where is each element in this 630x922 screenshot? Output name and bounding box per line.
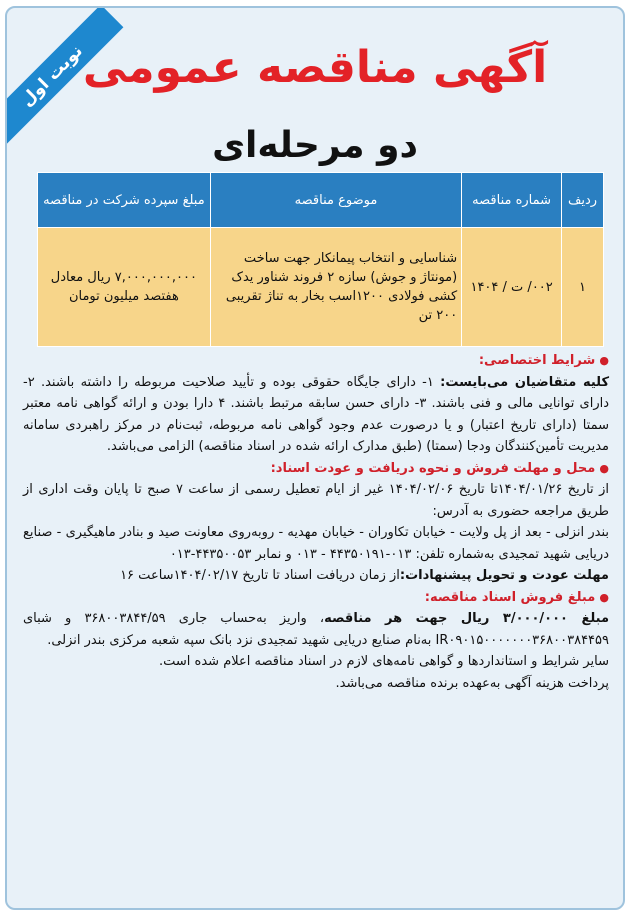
fee-lead: مبلغ ۳/۰۰۰/۰۰۰ ریال جهت هر مناقصه — [324, 611, 609, 626]
bullet-icon: ● — [599, 590, 609, 604]
place-text: از تاریخ ۱۴۰۴/۰۱/۲۶تا تاریخ ۱۴۰۴/۰۲/۰۶ غیر از ایام تعطیل رسمی از ساعت ۷ صبح تا پایان وقت اداری از طریق مراجعه حضوری به آدرس: — [23, 482, 609, 519]
header-subject: موضوع مناقصه — [210, 173, 461, 228]
header-number: شماره مناقصه — [462, 173, 562, 228]
bullet-icon: ● — [599, 354, 609, 367]
header-deposit: مبلغ سپرده شرکت در مناقصه — [38, 173, 211, 228]
return-title: مهلت عودت و تحویل پیشنهادات: — [399, 568, 609, 583]
notice-body — [23, 350, 609, 694]
first-notice-badge: نوبت اول — [5, 6, 123, 147]
cell-number: ۰۰۲/ ت / ۱۴۰۴ — [462, 228, 562, 347]
cell-index: ۱ — [562, 228, 604, 347]
cell-deposit: ۷,۰۰۰,۰۰۰,۰۰۰ ریال معادل هفتصد میلیون تومان — [38, 228, 211, 347]
special-text: ۱- دارای جایگاه حقوقی بوده و تأیید صلاحیت مربوطه را داشته باشند. ۲- دارای توانایی مالی و فنی باشند. ۳- دارای حسن سابقه مرتبط باشند. ۴ دارا بودن و ارائه گواهی نامه معتبر سمتا (دارای تاریخ اعتبار) و یا درصورت عدم وجود گواهی نامه مربوطه، ثبت‌نام در مرکز راهبردی سامانه مدیریت تأمین‌کنندگان ودجا (سمتا) (طبق مدارک ارائه شده در اسناد مناقصه) الزامی می‌باشد. — [23, 374, 610, 454]
return-text: از زمان دریافت اسناد تا تاریخ ۱۴۰۴/۰۲/۱۷ساعت ۱۶ — [120, 568, 400, 583]
special-title: شرایط اختصاصی: — [478, 353, 596, 368]
fee-text: ، واریز به‌حساب جاری ۳۶۸۰۰۳۸۴۴/۵۹ و شبای IR۰۹۰۱۵۰۰۰۰۰۰۰۳۶۸۰۰۳۸۴۴۵۹ به‌نام صنایع دریایی شهید تمجیدی نزد بانک سپه شعبه مرکزی بندر انزلی. — [23, 611, 609, 648]
special-lead: کلیه متقاضیان می‌بایست: — [440, 374, 610, 390]
address-text: بندر انزلی - بعد از پل ولایت - خیابان تکاوران - خیابان مهدیه - روبه‌روی معاونت صید و بنادر ماهیگیری - صنایع دریایی شهید تمجیدی به‌شماره تلفن: ۰۱۳-۴۴۳۵۰۱۹۱ - ۰۱۳ و نمابر ۴۴۳۵۰۰۵۳-۰۱۳ — [23, 525, 609, 562]
place-title: محل و مهلت فروش و نحوه دریافت و عودت اسناد: — [270, 460, 596, 476]
notice-title: آگهی مناقصه عمومی — [82, 42, 548, 93]
fee-title: مبلغ فروش اسناد مناقصه: — [424, 589, 596, 605]
table-header-row — [38, 173, 604, 228]
tender-table — [37, 172, 604, 347]
cost-text: پرداخت هزینه آگهی به‌عهده برنده مناقصه می‌باشد. — [335, 675, 609, 691]
tender-notice — [5, 6, 625, 910]
header-index: ردیف — [562, 173, 604, 228]
notice-subtitle: دو مرحله‌ای — [212, 125, 418, 166]
other-text: سایر شرایط و استانداردها و گواهی نامه‌های لازم در اسناد مناقصه اعلام شده است. — [159, 654, 609, 669]
cell-subject: شناسایی و انتخاب پیمانکار جهت ساخت (مونتاژ و جوش) سازه ۲ فروند شناور یدک کشی فولادی ۱۲۰۰اسب بخار به تناژ تقریبی ۲۰۰ تن — [210, 228, 461, 347]
table-row — [38, 228, 604, 347]
bullet-icon: ● — [599, 461, 609, 475]
